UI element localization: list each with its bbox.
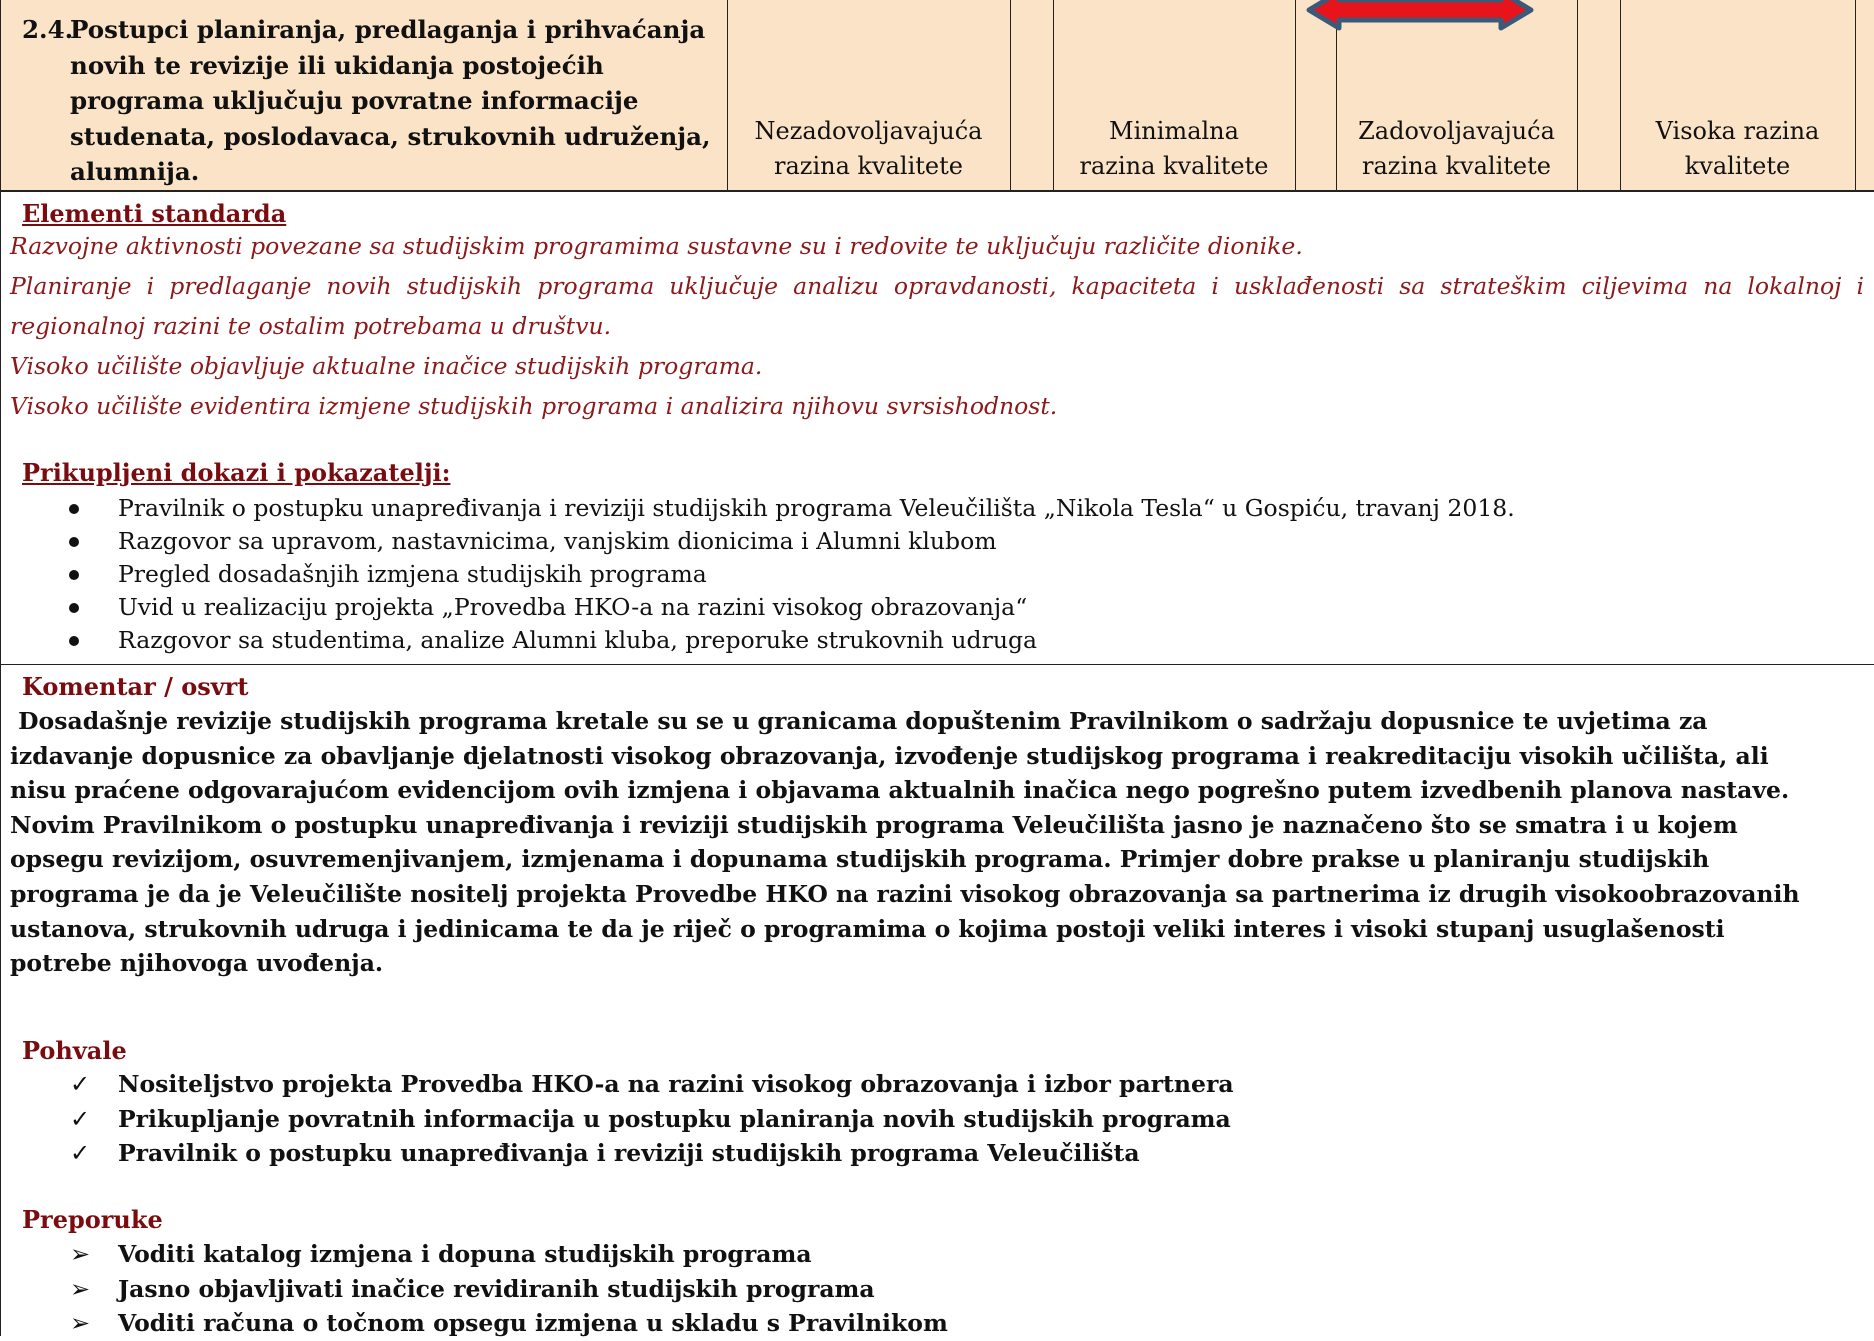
standard-line: Visoko učilište objavljuje aktualne inačice studijskih programa. [10,352,763,380]
criterion-header-row [0,0,1874,192]
list-item: ➢ Voditi računa o točnom opsegu izmjena u skladu s Pravilnikom [0,1306,948,1341]
list-item: Razgovor sa studentima, analize Alumni kluba, preporuke strukovnih udruga [0,624,1515,657]
comment-line: nisu praćene odgovarajućom evidencijom ovih izmjena i objavama aktualnih inačica nego pogrešno putem izvedbenih planova nastave. [10,776,1790,805]
list-item: Razgovor sa upravom, nastavnicima, vanjskim dionicima i Alumni klubom [0,525,1515,558]
column-divider [1855,0,1856,190]
recommendations-heading: Preporuke [22,1205,163,1234]
bullet-icon [69,570,79,580]
comment-line: ustanova, strukovnih udruga i jedinicama te da je riječ o programima o kojima postoji veliki interes i visoki stupanj usuglašenosti [10,914,1725,943]
standard-elements [10,226,1864,426]
comment-line: opsegu revizijom, osuvremenjivanjem, izmjenama i dopunama studijskih programa. Primjer dobre prakse u planiranju studijskih [10,845,1710,874]
criterion-number: 2.4. [22,15,74,44]
criterion-title-line: novih te revizije ili ukidanja postojećih [70,50,604,80]
list-item: ➢ Jasno objavljivati inačice revidiranih studijskih programa [0,1272,948,1307]
bullet-icon [69,603,79,613]
comment-line: programa je da je Veleučilište nositelj projekta Provedbe HKO na razini visokog obrazovanja sa partnerima iz drugih visokoobrazovanih [10,879,1800,908]
arrow-right-icon: ➢ [70,1240,91,1268]
praise-heading: Pohvale [22,1036,127,1065]
evidence-heading: Prikupljeni dokazi i pokazatelji: [22,458,451,487]
list-item: ➢ Voditi katalog izmjena i dopuna studijskih programa [0,1237,948,1272]
criterion-title-line: alumnija. [70,157,200,186]
list-item: ✓ Prikupljanje povratnih informacija u postupku planiranja novih studijskih programa [0,1102,1234,1137]
standard-line: Razvojne aktivnosti povezane sa studijskim programima sustavne su i redovite te uključuju različite dionike. [10,232,1303,260]
section-divider [0,664,1874,665]
level-satisfactory: Zadovoljavajuća razina kvalitete [1358,117,1555,180]
criterion-title [22,12,732,190]
recommendations-list [0,1237,948,1341]
level-minimal: Minimalna razina kvalitete [1079,117,1269,180]
standard-line: regionalnoj razini te ostalim potrebama u društvu. [10,312,612,340]
standard-line: Visoko učilište evidentira izmjene studijskih programa i analizira njihovu svrsishodnost. [10,392,1058,420]
comment-line: potrebe njihovoga uvođenja. [10,949,384,978]
list-item: Uvid u realizaciju projekta „Provedba HKO-a na razini visokog obrazovanja“ [0,591,1515,624]
list-item: Pravilnik o postupku unapređivanja i reviziji studijskih programa Veleučilišta „Nikola Tesla“ u Gospiću, travanj 2018. [0,492,1515,525]
level-high: Visoka razina kvalitete [1655,117,1820,180]
comment-line: Novim Pravilnikom o postupku unapređivanja i reviziji studijskih programa Veleučilišta jasno je naznačeno što se smatra i u kojem [10,810,1738,839]
comment-line: izdavanje dopusnice za obavljanje djelatnosti visokog obrazovanja, izvođenje studijskog programa i reakreditaciju visokih učilišta, ali [10,741,1769,770]
checkmark-icon: ✓ [70,1139,91,1167]
selected-level-arrow-icon [1305,0,1535,50]
arrow-right-icon: ➢ [70,1309,91,1337]
praise-list [0,1067,1234,1171]
column-divider [1010,0,1011,190]
criterion-title-line: studenata, poslodavaca, strukovnih udruženja, [70,121,711,151]
evidence-list [0,492,1515,657]
criterion-title-line: Postupci planiranja, predlaganja i prihvaćanja [70,15,706,44]
comment-heading: Komentar / osvrt [22,672,249,701]
level-unsatisfactory: Nezadovoljavajuća razina kvalitete [754,117,983,180]
checkmark-icon: ✓ [70,1104,91,1133]
column-divider [1577,0,1578,190]
standard-heading: Elementi standarda [22,199,287,228]
standard-line: Planiranje i predlaganje novih studijskih programa uključuje analizu opravdanosti, kapaciteta i usklađenosti sa strateškim ciljevima na lokalnoj i [10,272,1864,300]
list-item: ✓ Pravilnik o postupku unapređivanja i reviziji studijskih programa Veleučilišta [0,1136,1234,1171]
column-divider [1295,0,1296,190]
comment-body [10,704,1866,981]
comment-line: Dosadašnje revizije studijskih programa kretale su se u granicama dopuštenim Pravilnikom o sadržaju dopusnice te uvjetima za [10,707,1708,735]
checkmark-icon: ✓ [70,1070,91,1098]
arrow-right-icon: ➢ [70,1274,91,1303]
list-item: ✓ Nositeljstvo projekta Provedba HKO-a na razini visokog obrazovanja i izbor partnera [0,1067,1234,1102]
page-border-left [0,0,1,1336]
bullet-icon [69,537,79,547]
bullet-icon [69,636,79,646]
criterion-title-line: programa uključuju povratne informacije [70,86,639,115]
list-item: Pregled dosadašnjih izmjena studijskih programa [0,558,1515,591]
bullet-icon [69,504,79,514]
